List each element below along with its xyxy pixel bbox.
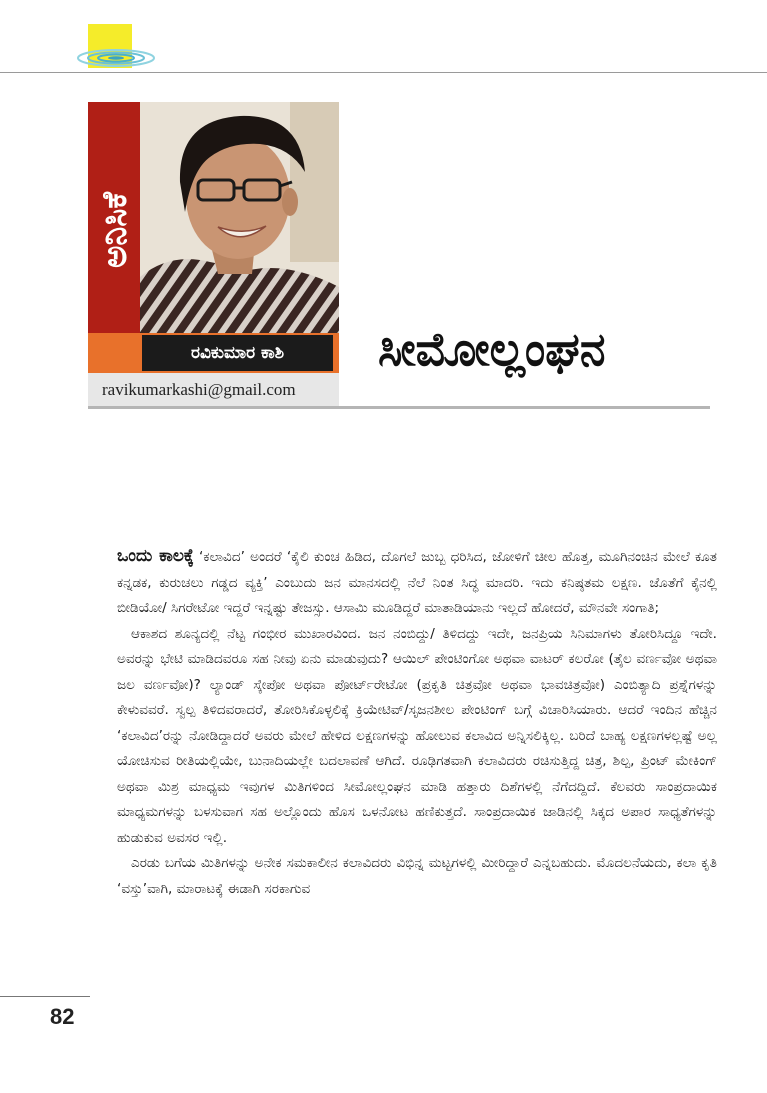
author-photo [140, 102, 339, 333]
lead-word: ಒಂದು ಕಾಲಕ್ಕೆ [117, 546, 194, 566]
article-title: ಸೀಮೋಲ್ಲಂಘನ [378, 322, 606, 376]
paragraph-2: ಆಕಾಶದ ಶೂನ್ಯದಲ್ಲಿ ನೆಟ್ಟ ಗಂಭೀರ ಮುಖಾರವಿಂದ. ಜನ ನಂಬಿದ್ದು/ ತಿಳಿದದ್ದು ಇದೇ, ಜನಪ್ರಿಯ ಸಿನಿಮಾಗಳು ತೋರಿಸಿದ್ದೂ ಇದೇ. ಅವರನ್ನು ಭೇಟಿ ಮಾಡಿದವರೂ ಸಹ ನೀವು ಏನು ಮಾಡುವುದು? ಆಯಿಲ್ ಪೇಂಟಿಂಗೋ ಅಥವಾ ವಾಟರ್ ಕಲರೋ (ತೈಲ ವರ್ಣವೋ ಅಥವಾ ಜಲ ವರ್ಣವೋ)? ಲ್ಯಾಂಡ್ ಸ್ಕೇಪೋ ಅಥವಾ ಪೋರ್ಟ್‌ರೇಟೋ (ಪ್ರಕೃತಿ ಚಿತ್ರವೋ ಅಥವಾ ಭಾವಚಿತ್ರವೋ) ಎಂಬಿತ್ಯಾದಿ ಪ್ರಶ್ನೆಗಳನ್ನು ಕೇಳುವವರೆ. ಸ್ವಲ್ಪ ತಿಳಿದವರಾದರೆ, ತೋರಿಸಿಕೊಳ್ಳಲಿಕ್ಕೆ ಕ್ರಿಯೇಟಿವ್/ಸೃಜನಶೀಲ ಪೇಂಟಿಂಗ್ ಬಗ್ಗೆ ವಿಚಾರಿಸಿಯಾರು. ಆದರೆ ಇಂದಿನ ಹೆಚ್ಚಿನ ‘ಕಲಾವಿದ’ರನ್ನು ನೋಡಿದ್ದಾದರೆ ಅವರು ಮೇಲೆ ಹೇಳಿದ ಲಕ್ಷಣಗಳನ್ನು ಹೋಲುವ ಕಲಾವಿದ ಅನ್ನಿಸಲಿಕ್ಕಿಲ್ಲ. ಬರಿದೆ ಬಾಹ್ಯ ಲಕ್ಷಣಗಳಲ್ಲಷ್ಟೆ ಅಲ್ಲ ಯೋಚಿಸುವ ರೀತಿಯಲ್ಲಿಯೇ, ಬುನಾದಿಯಲ್ಲೇ ಬದಲಾವಣೆ ಆಗಿದೆ. ರೂಢಿಗತವಾಗಿ ಕಲಾವಿದರು ರಚಿಸುತ್ತಿದ್ದ ಚಿತ್ರ, ಶಿಲ್ಪ, ಪ್ರಿಂಟ್ ಮೇಕಿಂಗ್ ಅಥವಾ ಮಿಶ್ರ ಮಾಧ್ಯಮ ಇವುಗಳ ಮಿತಿಗಳಿಂದ ಸೀಮೋಲ್ಲಂಘನ ಮಾಡಿ ಹತ್ತಾರು ದಿಶೆಗಳಲ್ಲಿ ನೆಗೆದದ್ದಿದೆ. ಕೆಲವರು ಸಾಂಪ್ರದಾಯಿಕ ಮಾಧ್ಯಮಗಳನ್ನು ಬಳಸುವಾಗ ಸಹ ಅಲ್ಲೊಂದು ಹೊಸ ಒಳನೋಟ ಹಣಿಕುತ್ತದೆ. ಸಾಂಪ್ರದಾಯಿಕ ಜಾಡಿನಲ್ಲಿ ಸಿಕ್ಕದ ಅಪಾರ ಸಾಧ್ಯತೆಗಳನ್ನು ಹುಡುಕುವ ಅವಸರ ಇಲ್ಲಿ. [117, 625, 717, 846]
footer-rule [0, 996, 90, 997]
article-body [117, 544, 717, 902]
paragraph-3: ಎರಡು ಬಗೆಯ ಮಿತಿಗಳನ್ನು ಅನೇಕ ಸಮಕಾಲೀನ ಕಲಾವಿದರು ವಿಭಿನ್ನ ಮಟ್ಟಗಳಲ್ಲಿ ಮೀರಿದ್ದಾರೆ ಎನ್ನಬಹುದು. ಮೊದಲನೆಯದು, ಕಲಾ ಕೃತಿ ‘ವಸ್ತು’ವಾಗಿ, ಮಾರಾಟಕ್ಕೆ ಈಡಾಗಿ ಸರಕಾಗುವ [117, 855, 717, 897]
author-email[interactable]: ravikumarkashi@gmail.com [88, 373, 339, 406]
header-ripple-graphic [76, 48, 156, 68]
author-name: ರವಿಕುಮಾರ ಕಾಶಿ [142, 335, 333, 371]
paragraph-1: ಒಂದು ಕಾಲಕ್ಕೆ ‘ಕಲಾವಿದ’ ಅಂದರೆ ‘ಕೈಲಿ ಕುಂಚ ಹಿಡಿದ, ದೊಗಲೆ ಜುಬ್ಬ ಧರಿಸಿದ, ಜೋಳಿಗೆ ಚೀಲ ಹೊತ್ತ, ಮೂಗಿನಂಚಿನ ಮೇಲೆ ಕೂತ ಕನ್ನಡಕ, ಕುರುಚಲು ಗಡ್ಡದ ವ್ಯಕ್ತಿ’ ಎಂಬುದು ಜನ ಮಾನಸದಲ್ಲಿ ನೆಲೆ ನಿಂತ ಸಿದ್ಧ ಮಾದರಿ. ಇದು ಕನಿಷ್ಠತಮ ಲಕ್ಷಣ. ಜೊತೆಗೆ ಕೈನಲ್ಲಿ ಬೀಡಿಯೋ/ ಸಿಗರೇಟೋ ಇದ್ದರೆ ಇನ್ನಷ್ಟು ತೇಜಸ್ಸು. ಆಸಾಮಿ ಮೂಡಿದ್ದರೆ ಮಾತಾಡಿಯಾನು ಇಲ್ಲದೆ ಹೋದರೆ, ಮೌನವೇ ಸಂಗಾತಿ; [117, 546, 717, 616]
page-number: 82 [50, 1004, 75, 1029]
title-rule [88, 406, 710, 409]
header-rule [0, 72, 767, 73]
column-label: ಅನಿಸಿಕೆ [95, 191, 135, 269]
